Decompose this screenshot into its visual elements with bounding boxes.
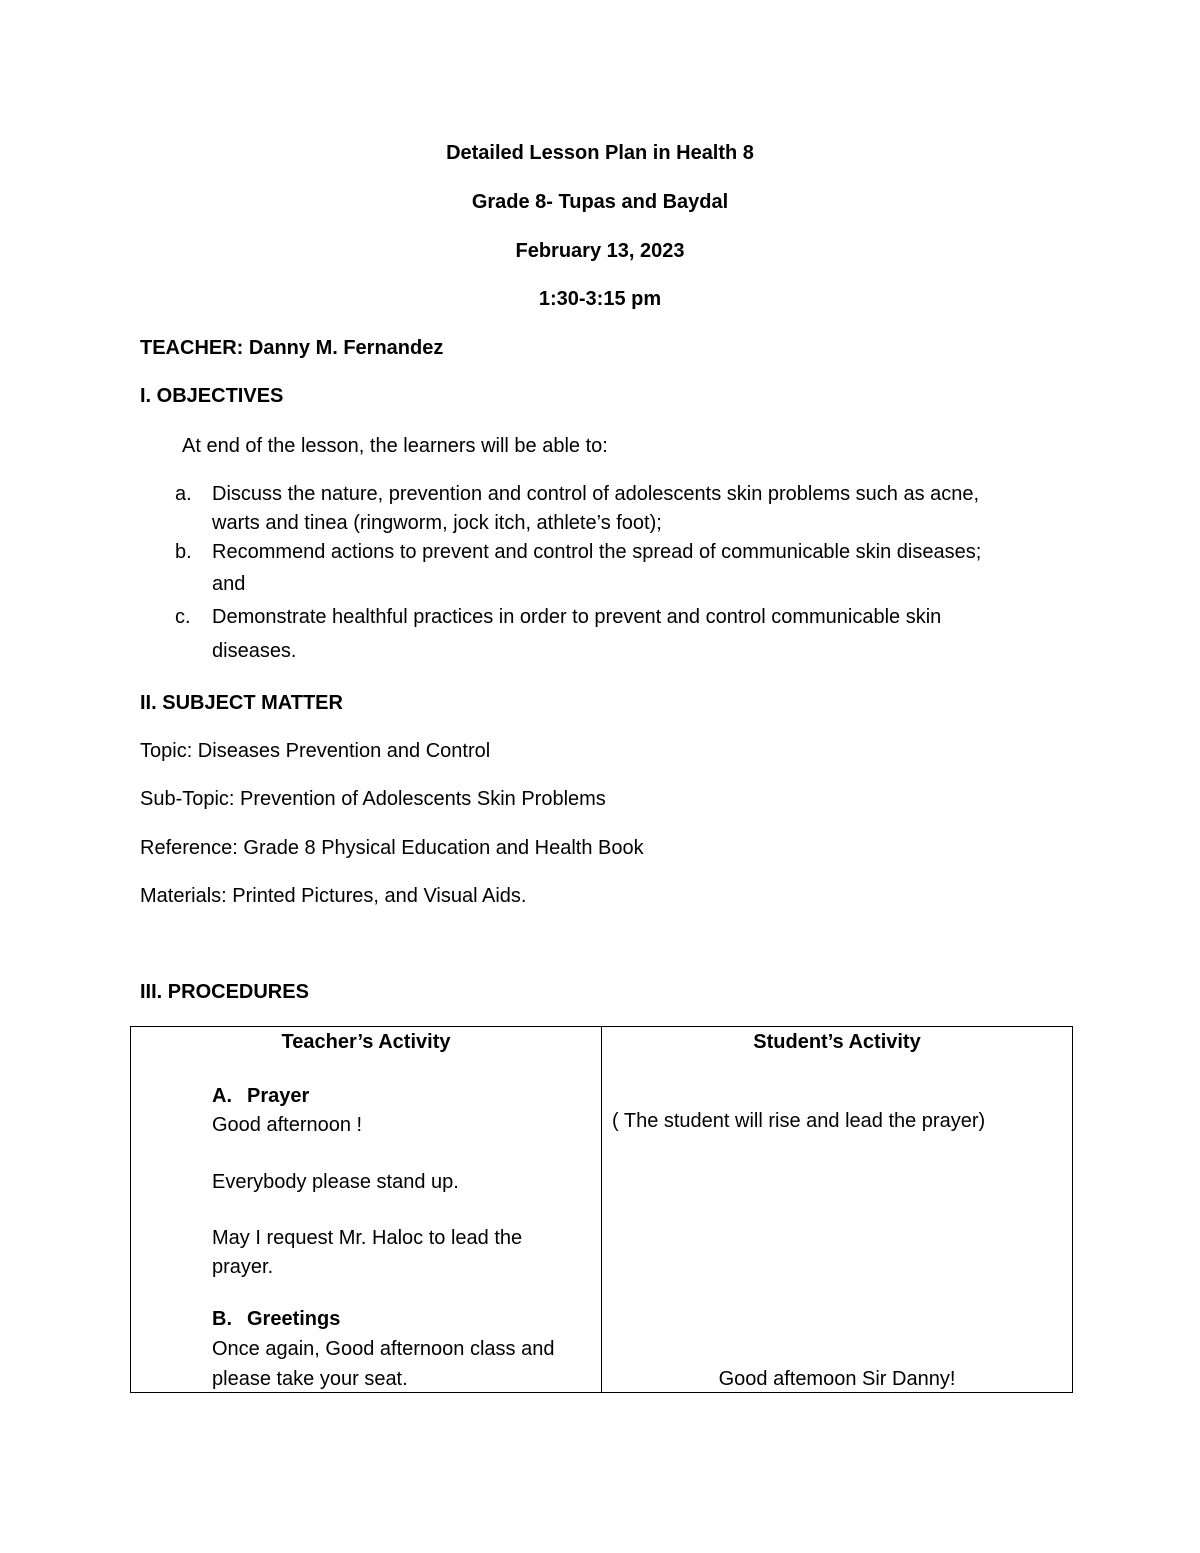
procedures-table [130, 1026, 1073, 1393]
objectives-heading: I. OBJECTIVES [140, 385, 284, 407]
student-activity-header: Student’s Activity [753, 1031, 921, 1053]
grade-section: Grade 8- Tupas and Baydal [471, 191, 729, 213]
objective-marker: c. [175, 606, 191, 628]
objectives-intro: At end of the lesson, the learners will be able to: [182, 435, 608, 457]
prayer-greeting: Good afternoon ! [212, 1114, 363, 1136]
objective-text: Demonstrate healthful practices in order to prevent and control communicable skin [212, 606, 942, 628]
sub-topic: Sub-Topic: Prevention of Adolescents Skin Problems [140, 788, 606, 810]
reference: Reference: Grade 8 Physical Education and Health Book [140, 837, 644, 859]
objective-text: and [212, 573, 246, 595]
student-greeting-response: Good aftemoon Sir Danny! [718, 1368, 956, 1390]
objective-marker: a. [175, 483, 192, 505]
document-title: Detailed Lesson Plan in Health 8 [446, 142, 754, 164]
student-prayer-response: ( The student will rise and lead the prayer) [612, 1110, 986, 1132]
materials: Materials: Printed Pictures, and Visual Aids. [140, 885, 527, 907]
teacher-activity-header: Teacher’s Activity [281, 1031, 451, 1053]
procedures-heading: III. PROCEDURES [140, 981, 309, 1003]
greetings-line: please take your seat. [212, 1368, 408, 1390]
greetings-line: Once again, Good afternoon class and [212, 1338, 555, 1360]
objective-text: Recommend actions to prevent and control the spread of communicable skin diseases; [212, 541, 982, 563]
prayer-request: May I request Mr. Haloc to lead the [212, 1227, 523, 1249]
objective-marker: b. [175, 541, 192, 563]
objective-text: warts and tinea (ringworm, jock itch, athlete’s foot); [212, 512, 662, 534]
objective-text: Discuss the nature, prevention and control of adolescents skin problems such as acne, [212, 483, 980, 505]
teacher-activity-column [131, 1027, 602, 1393]
objective-text: diseases. [212, 640, 297, 662]
subject-matter-heading: II. SUBJECT MATTER [140, 692, 343, 714]
prayer-stand-up: Everybody please stand up. [212, 1171, 459, 1193]
lesson-date: February 13, 2023 [515, 240, 685, 262]
topic: Topic: Diseases Prevention and Control [140, 740, 491, 762]
prayer-request-cont: prayer. [212, 1256, 274, 1278]
greetings-marker: B. [212, 1308, 232, 1330]
teacher-name: TEACHER: Danny M. Fernandez [140, 337, 444, 359]
lesson-time: 1:30-3:15 pm [538, 288, 662, 310]
prayer-title: Prayer [247, 1085, 310, 1107]
greetings-title: Greetings [247, 1308, 341, 1330]
prayer-marker: A. [212, 1085, 232, 1107]
student-activity-column [602, 1027, 1073, 1393]
